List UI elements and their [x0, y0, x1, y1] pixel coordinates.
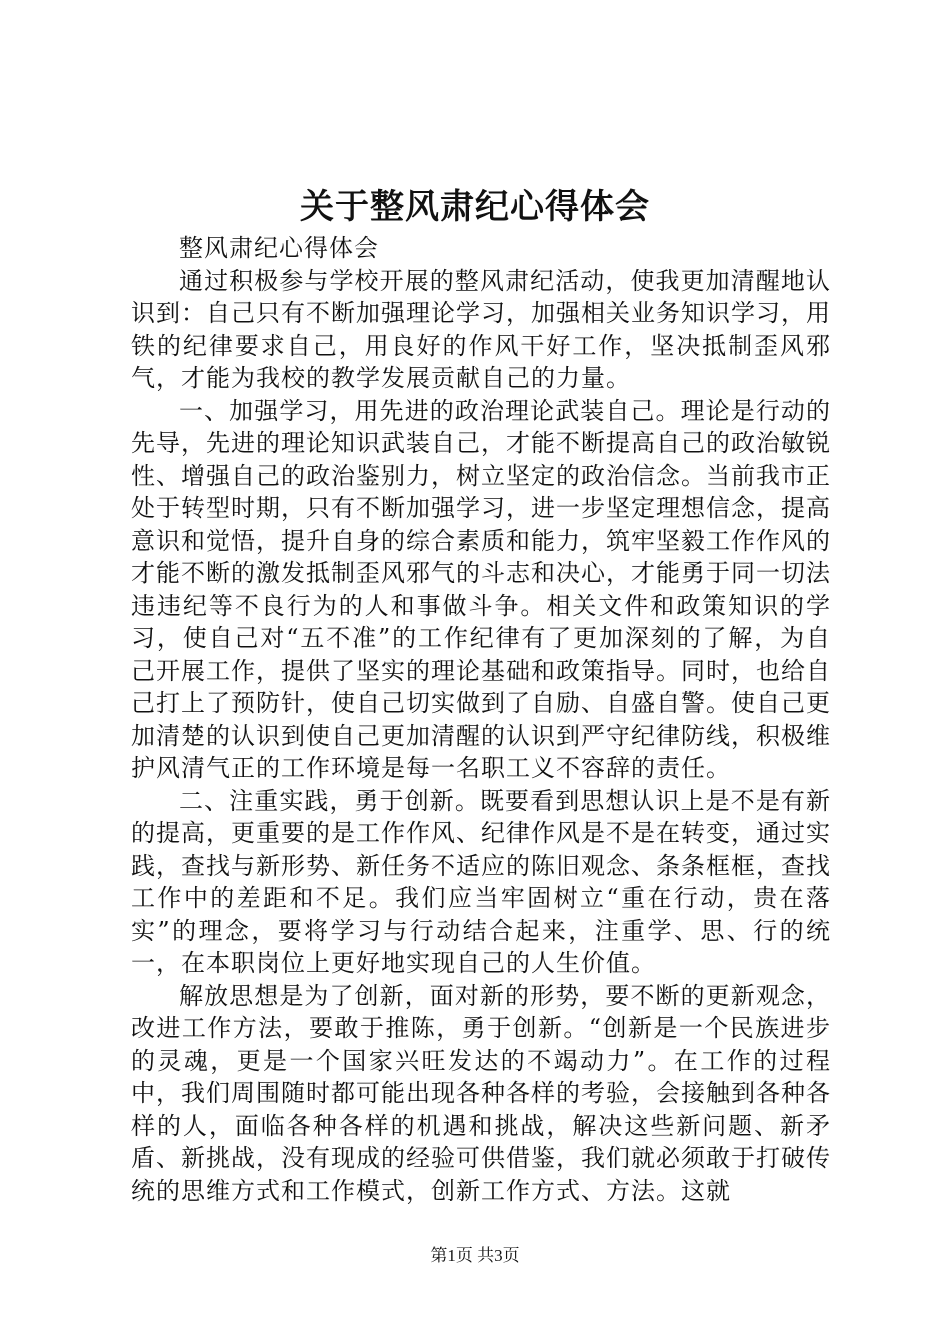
- section-one-paragraph: 一、加强学习，用先进的政治理论武装自己。理论是行动的先导，先进的理论知识武装自己，才能不断提高自己的政治敏锐性、增强自己的政治鉴别力，树立坚定的政治信念。当前我市正处于转型时期，只有不断加强学习，进一步坚定理想信念，提高意识和觉悟，提升自身的综合素质和能力，筑牢坚毅工作作风的才能不断的激发抵制歪风邪气的斗志和决心，才能勇于同一切法违违纪等不良行为的人和事做斗争。相关文件和政策知识的学习，使自己对“五不准”的工作纪律有了更加深刻的了解，为自己开展工作，提供了坚实的理论基础和政策指导。同时，也给自己打上了预防针，使自己切实做到了自励、自盛自警。使自己更加清楚的认识到使自己更加清醒的认识到严守纪律防线，积极维护风清气正的工作环境是每一名职工义不容辞的责任。: [131, 396, 831, 782]
- intro-paragraph: 通过积极参与学校开展的整风肃纪活动，使我更加清醒地认识到：自己只有不断加强理论学习，加强相关业务知识学习，用铁的纪律要求自己，用良好的作风干好工作，坚决抵制歪风邪气，才能为我校的教学发展贡献自己的力量。: [131, 266, 831, 392]
- page-number-footer: 第1页 共3页: [430, 1246, 520, 1265]
- document-body: [131, 232, 831, 1207]
- subtitle-paragraph: 整风肃纪心得体会: [179, 234, 379, 262]
- document-title: 关于整风肃纪心得体会: [300, 187, 650, 227]
- innovation-paragraph: 解放思想是为了创新，面对新的形势，要不断的更新观念，改进工作方法，要敢于推陈，勇于创新。“创新是一个民族进步的灵魂，更是一个国家兴旺发达的不竭动力”。在工作的过程中，我们周围随时都可能出现各种各样的考验，会接触到各种各样的人，面临各种各样的机遇和挑战，解决这些新问题、新矛盾、新挑战，没有现成的经验可供借鉴，我们就必须敢于打破传统的思维方式和工作模式，创新工作方式、方法。这就: [131, 981, 831, 1205]
- section-two-paragraph: 二、注重实践，勇于创新。既要看到思想认识上是不是有新的提高，更重要的是工作作风、纪律作风是不是在转变，通过实践，查找与新形势、新任务不适应的陈旧观念、条条框框，查找工作中的差距和不足。我们应当牢固树立“重在行动，贵在落实”的理念，要将学习与行动结合起来，注重学、思、行的统一，在本职岗位上更好地实现自己的人生价值。: [131, 786, 831, 977]
